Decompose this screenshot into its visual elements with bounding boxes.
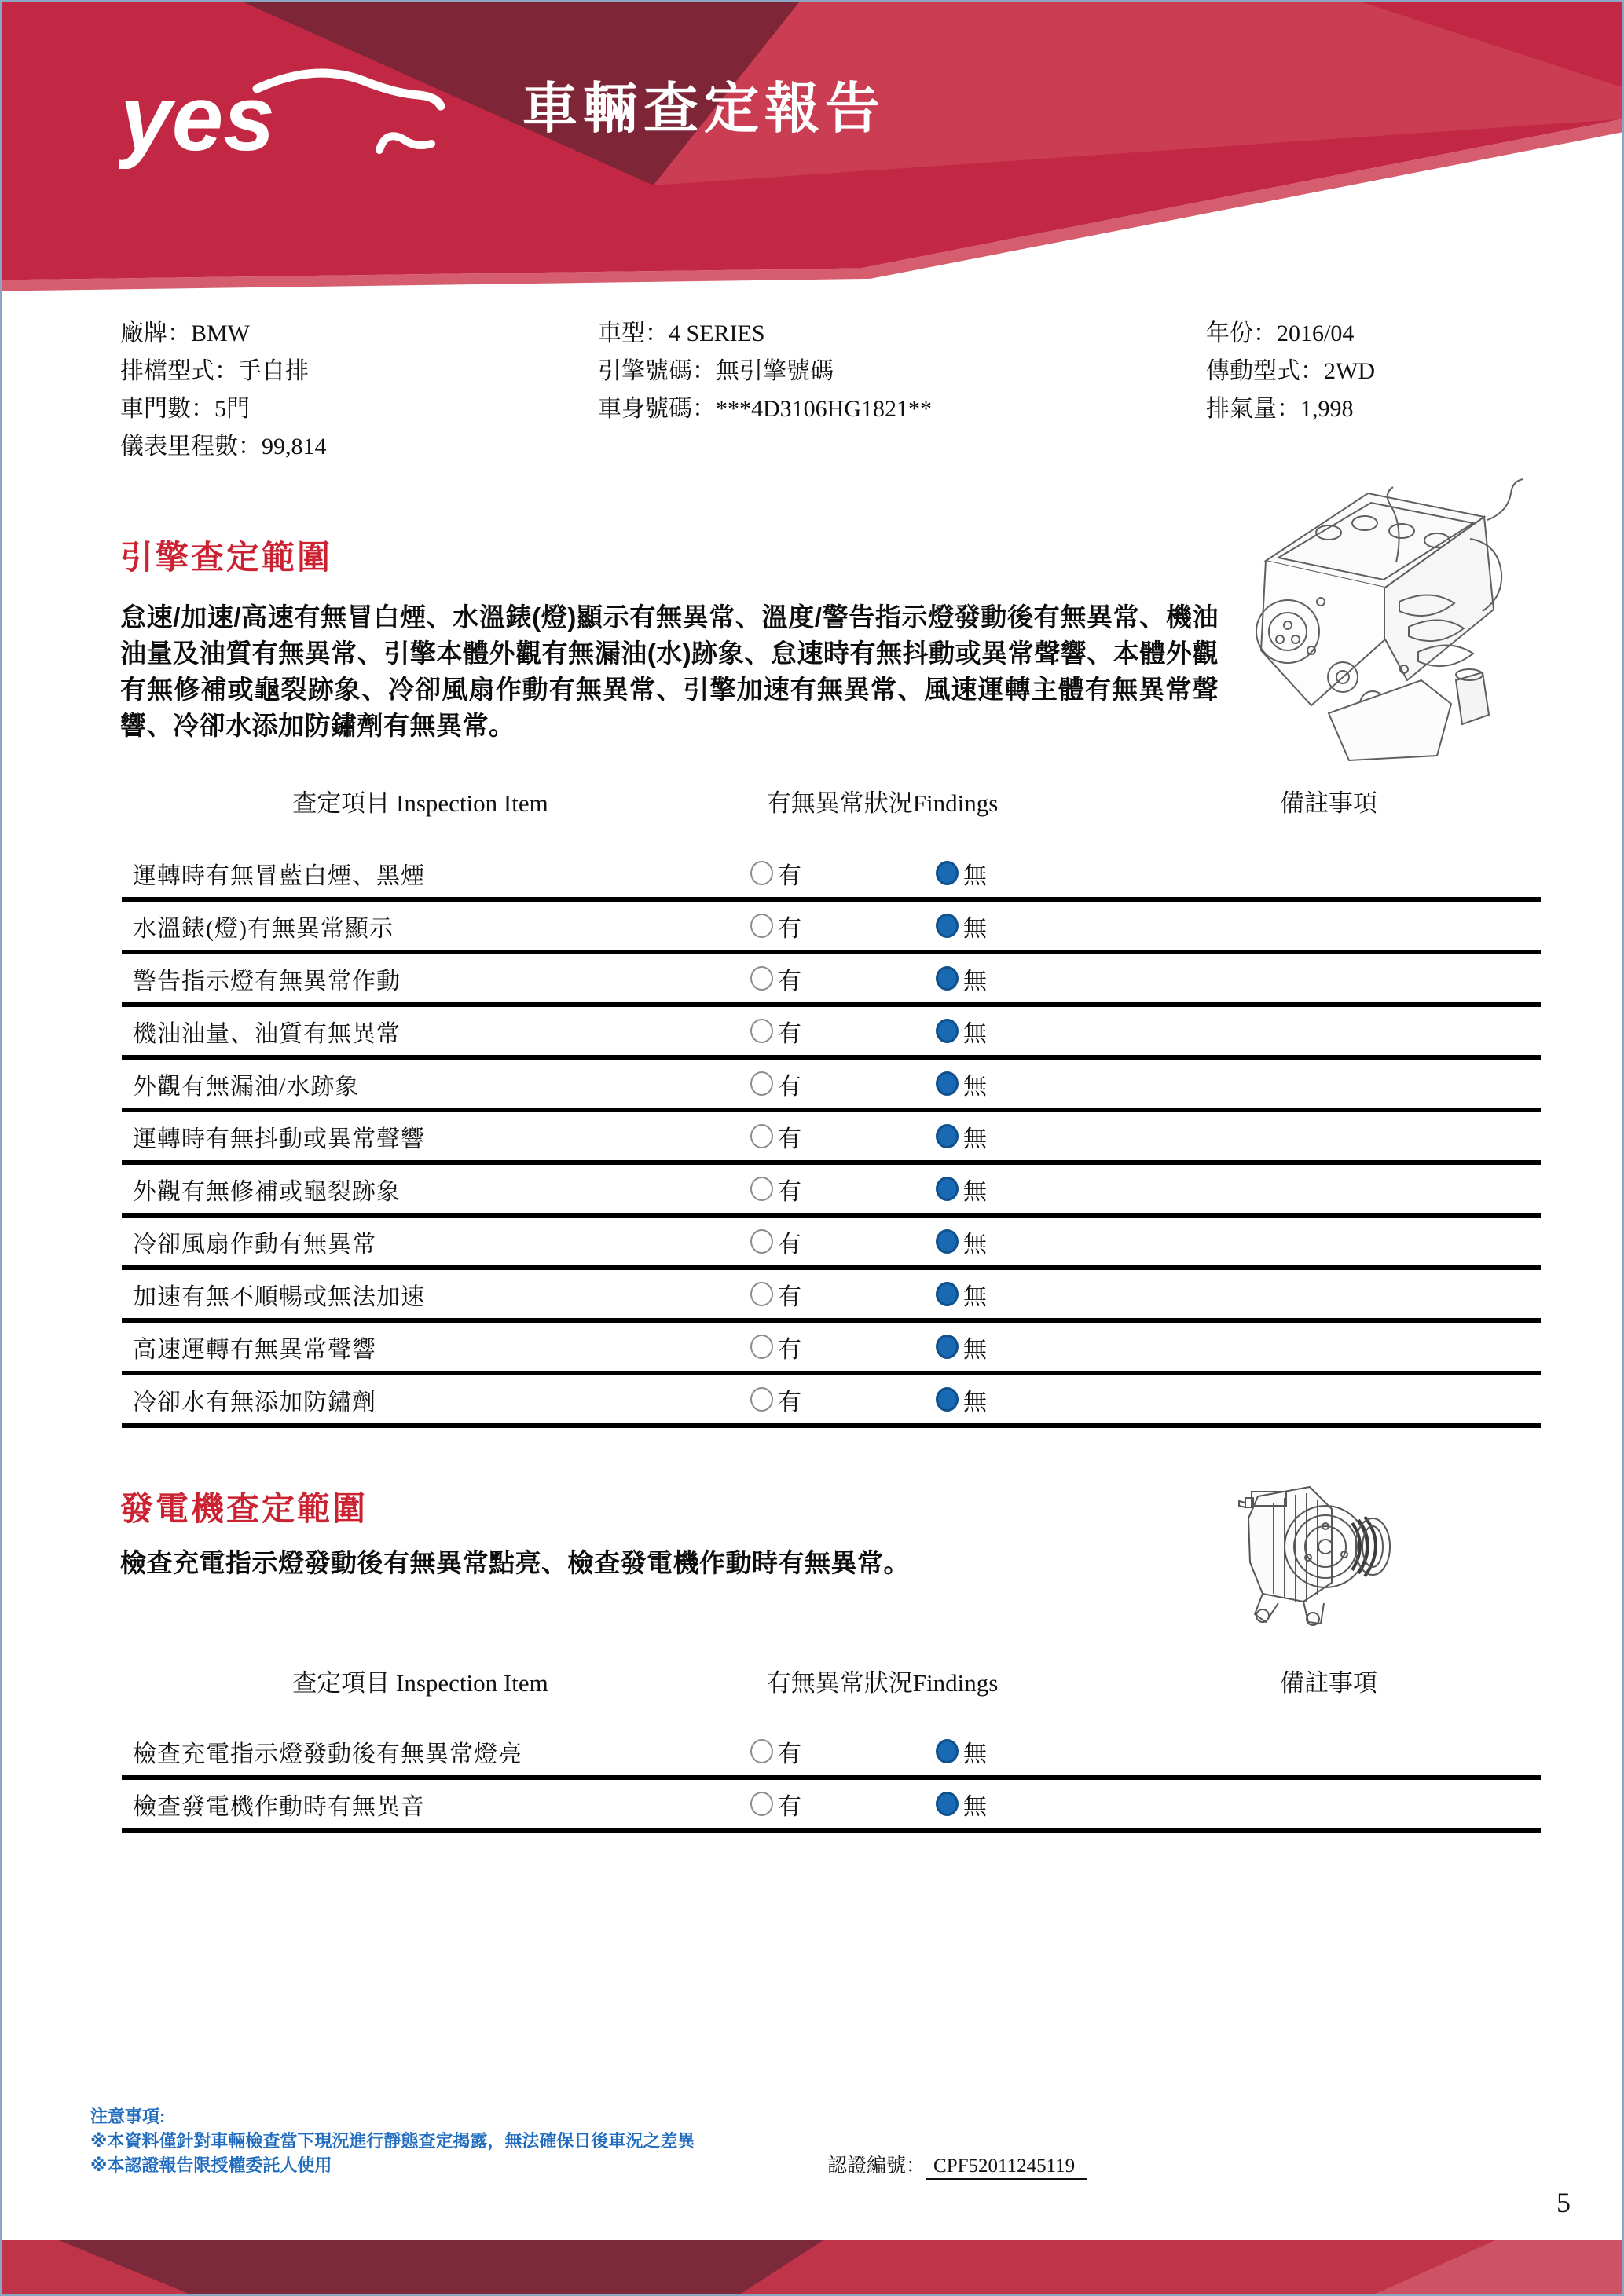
vehicle-displacement: 排氣量：1,998 — [1206, 396, 1354, 422]
inspection-item-label: 加速有無不順暢或無法加速 — [133, 1283, 425, 1310]
table-row — [122, 902, 1541, 954]
radio-yes-label: 有 — [778, 1389, 801, 1415]
inspection-item-label: 檢查充電指示燈發動後有無異常燈亮 — [133, 1741, 522, 1767]
vehicle-model: 車型：4 SERIES — [598, 320, 765, 346]
footer-band — [2, 2240, 1622, 2294]
inspection-item-label: 水溫錶(燈)有無異常顯示 — [133, 915, 394, 942]
radio-yes-icon[interactable] — [750, 1739, 773, 1763]
radio-no-label: 無 — [963, 862, 987, 889]
finding-option-yes[interactable] — [750, 856, 801, 891]
inspection-item-label: 運轉時有無冒藍白煙、黑煙 — [133, 862, 425, 889]
certificate-number-line — [827, 2150, 1087, 2178]
finding-option-no[interactable] — [936, 856, 987, 891]
radio-no-icon[interactable] — [936, 1124, 959, 1148]
radio-yes-icon[interactable] — [750, 1229, 773, 1254]
inspection-item-label: 外觀有無漏油/水跡象 — [133, 1073, 360, 1100]
yes-logo-text: yes — [120, 67, 275, 169]
note-line: ※本資料僅針對車輛檢查當下現況進行靜態查定揭露，無法確保日後車況之差異 — [90, 2131, 695, 2151]
radio-no-label: 無 — [963, 1389, 987, 1415]
radio-no-label: 無 — [963, 1283, 987, 1310]
inspection-item-label: 高速運轉有無異常聲響 — [133, 1336, 376, 1363]
radio-yes-label: 有 — [778, 862, 801, 889]
finding-option-yes[interactable] — [750, 1172, 801, 1207]
table-row — [122, 1218, 1541, 1270]
finding-option-no[interactable] — [936, 1277, 987, 1312]
finding-option-no[interactable] — [936, 1067, 987, 1101]
finding-option-no[interactable] — [936, 1330, 987, 1364]
car-wheel-swoosh-icon — [379, 136, 431, 150]
radio-no-icon[interactable] — [936, 1019, 959, 1043]
finding-option-yes[interactable] — [750, 909, 801, 943]
vehicle-vin: 車身號碼：***4D3106HG1821** — [598, 396, 932, 422]
inspection-item-label: 運轉時有無抖動或異常聲響 — [133, 1126, 425, 1152]
radio-no-icon[interactable] — [936, 1387, 959, 1412]
finding-option-no[interactable] — [936, 1734, 987, 1769]
finding-option-no[interactable] — [936, 1225, 987, 1259]
finding-option-yes[interactable] — [750, 1330, 801, 1364]
radio-yes-icon[interactable] — [750, 1387, 773, 1412]
column-header-inspection-item: 查定項目 Inspection Item — [292, 789, 548, 817]
radio-yes-label: 有 — [778, 1336, 801, 1363]
table-row — [122, 849, 1541, 902]
column-header-remarks: 備註事項 — [1280, 789, 1377, 817]
finding-option-yes[interactable] — [750, 1014, 801, 1049]
radio-no-icon[interactable] — [936, 966, 959, 991]
radio-no-icon[interactable] — [936, 1229, 959, 1254]
radio-yes-icon[interactable] — [750, 1124, 773, 1148]
finding-option-yes[interactable] — [750, 1787, 801, 1822]
radio-yes-label: 有 — [778, 1178, 801, 1205]
report-header — [2, 2, 1622, 295]
radio-yes-icon[interactable] — [750, 914, 773, 938]
table-row — [122, 1007, 1541, 1060]
vehicle-info-column-2 — [598, 315, 932, 428]
inspection-item-label: 冷卻水有無添加防鏽劑 — [133, 1389, 376, 1415]
inspection-item-label: 冷卻風扇作動有無異常 — [133, 1231, 376, 1258]
engine-section-description: 怠速/加速/高速有無冒白煙、水溫錶(燈)顯示有無異常、溫度/警告指示燈發動後有無異常、機油油量及油質有無異常、引擎本體外觀有無漏油(水)跡象、怠速時有無抖動或異常聲響、本體外觀有無修補或龜裂跡象、冷卻風扇作動有無異常、引擎加速有無異常、風速運轉主體有無異常聲響、冷卻水添加防鏽劑有無異常。 — [120, 602, 1219, 740]
finding-option-no[interactable] — [936, 1172, 987, 1207]
radio-yes-label: 有 — [778, 1741, 801, 1767]
engine-illustration — [1211, 445, 1566, 768]
finding-option-no[interactable] — [936, 1787, 987, 1822]
column-header-findings: 有無異常狀況Findings — [766, 789, 999, 817]
column-header-remarks: 備註事項 — [1280, 1669, 1377, 1697]
radio-yes-icon[interactable] — [750, 861, 773, 885]
vehicle-info-column-3 — [1206, 315, 1375, 428]
finding-option-yes[interactable] — [750, 1382, 801, 1417]
radio-yes-label: 有 — [778, 1020, 801, 1047]
radio-yes-label: 有 — [778, 1793, 801, 1820]
vehicle-brand: 廠牌：BMW — [120, 320, 250, 346]
finding-option-yes[interactable] — [750, 1225, 801, 1259]
vehicle-door-count: 車門數：5門 — [120, 396, 250, 422]
table-row — [122, 954, 1541, 1007]
column-header-findings: 有無異常狀況Findings — [766, 1669, 999, 1697]
radio-no-label: 無 — [963, 1126, 987, 1152]
finding-option-yes[interactable] — [750, 1119, 801, 1154]
engine-inspection-table — [122, 849, 1541, 1428]
inspection-item-label: 外觀有無修補或龜裂跡象 — [133, 1178, 401, 1205]
table-row — [122, 1165, 1541, 1218]
table-row — [122, 1060, 1541, 1112]
table-row — [122, 1375, 1541, 1428]
radio-yes-icon[interactable] — [750, 1282, 773, 1306]
page-number: 5 — [1556, 2187, 1571, 2218]
radio-yes-label: 有 — [778, 1231, 801, 1258]
car-roofline-icon — [257, 73, 441, 106]
finding-option-yes[interactable] — [750, 961, 801, 996]
radio-no-icon[interactable] — [936, 914, 959, 938]
certificate-number-value: CPF52011245119 — [926, 2155, 1087, 2180]
radio-no-icon[interactable] — [936, 1177, 959, 1201]
radio-no-icon[interactable] — [936, 861, 959, 885]
generator-section-description: 檢查充電指示燈發動後有無異常點亮、檢查發電機作動時有無異常。 — [120, 1548, 910, 1577]
radio-no-label: 無 — [963, 1793, 987, 1820]
engine-section-title: 引擎查定範圍 — [120, 539, 333, 576]
radio-yes-icon[interactable] — [750, 966, 773, 991]
inspection-item-label: 警告指示燈有無異常作動 — [133, 968, 401, 994]
finding-option-no[interactable] — [936, 1382, 987, 1417]
radio-yes-icon[interactable] — [750, 1335, 773, 1359]
yes-logo — [119, 62, 464, 169]
certificate-number-label: 認證編號： — [827, 2155, 926, 2177]
radio-no-icon[interactable] — [936, 1739, 959, 1763]
radio-yes-label: 有 — [778, 968, 801, 994]
radio-yes-icon[interactable] — [750, 1792, 773, 1816]
vehicle-engine-number: 引擎號碼：無引擎號碼 — [598, 358, 834, 384]
vehicle-year: 年份：2016/04 — [1206, 320, 1355, 346]
radio-no-label: 無 — [963, 1178, 987, 1205]
radio-yes-label: 有 — [778, 915, 801, 942]
note-line: ※本認證報告限授權委託人使用 — [90, 2155, 332, 2175]
generator-section-title: 發電機查定範圍 — [120, 1490, 368, 1527]
radio-yes-label: 有 — [778, 1073, 801, 1100]
radio-no-label: 無 — [963, 1073, 987, 1100]
radio-no-label: 無 — [963, 915, 987, 942]
table-row — [122, 1270, 1541, 1323]
finding-option-no[interactable] — [936, 1119, 987, 1154]
radio-yes-icon[interactable] — [750, 1019, 773, 1043]
radio-no-label: 無 — [963, 1231, 987, 1258]
radio-no-icon[interactable] — [936, 1071, 959, 1096]
radio-no-label: 無 — [963, 1336, 987, 1363]
vehicle-odometer: 儀表里程數：99,814 — [120, 434, 327, 460]
finding-option-yes[interactable] — [750, 1277, 801, 1312]
table-row — [122, 1727, 1541, 1780]
radio-no-icon[interactable] — [936, 1282, 959, 1306]
inspection-item-label: 檢查發電機作動時有無異音 — [133, 1793, 425, 1820]
radio-yes-label: 有 — [778, 1283, 801, 1310]
radio-no-icon[interactable] — [936, 1335, 959, 1359]
inspection-item-label: 機油油量、油質有無異常 — [133, 1020, 401, 1047]
radio-yes-label: 有 — [778, 1126, 801, 1152]
radio-no-icon[interactable] — [936, 1792, 959, 1816]
alternator-illustration — [1228, 1468, 1396, 1636]
radio-no-label: 無 — [963, 968, 987, 994]
table-row — [122, 1323, 1541, 1375]
column-header-inspection-item: 查定項目 Inspection Item — [292, 1669, 548, 1697]
notes-title: 注意事項: — [90, 2107, 166, 2126]
radio-yes-icon[interactable] — [750, 1177, 773, 1201]
radio-no-label: 無 — [963, 1020, 987, 1047]
radio-no-label: 無 — [963, 1741, 987, 1767]
table-row — [122, 1780, 1541, 1833]
finding-option-no[interactable] — [936, 1014, 987, 1049]
footer-notes — [90, 2104, 695, 2177]
finding-option-no[interactable] — [936, 961, 987, 996]
finding-option-no[interactable] — [936, 909, 987, 943]
vehicle-info-column-1 — [120, 315, 327, 466]
generator-inspection-table — [122, 1727, 1541, 1833]
table-row — [122, 1112, 1541, 1165]
vehicle-transmission-shift: 排檔型式：手自排 — [120, 358, 309, 384]
vehicle-drivetrain: 傳動型式：2WD — [1206, 358, 1375, 384]
finding-option-yes[interactable] — [750, 1734, 801, 1769]
finding-option-yes[interactable] — [750, 1067, 801, 1101]
radio-yes-icon[interactable] — [750, 1071, 773, 1096]
page-title: 車輛查定報告 — [522, 78, 885, 139]
